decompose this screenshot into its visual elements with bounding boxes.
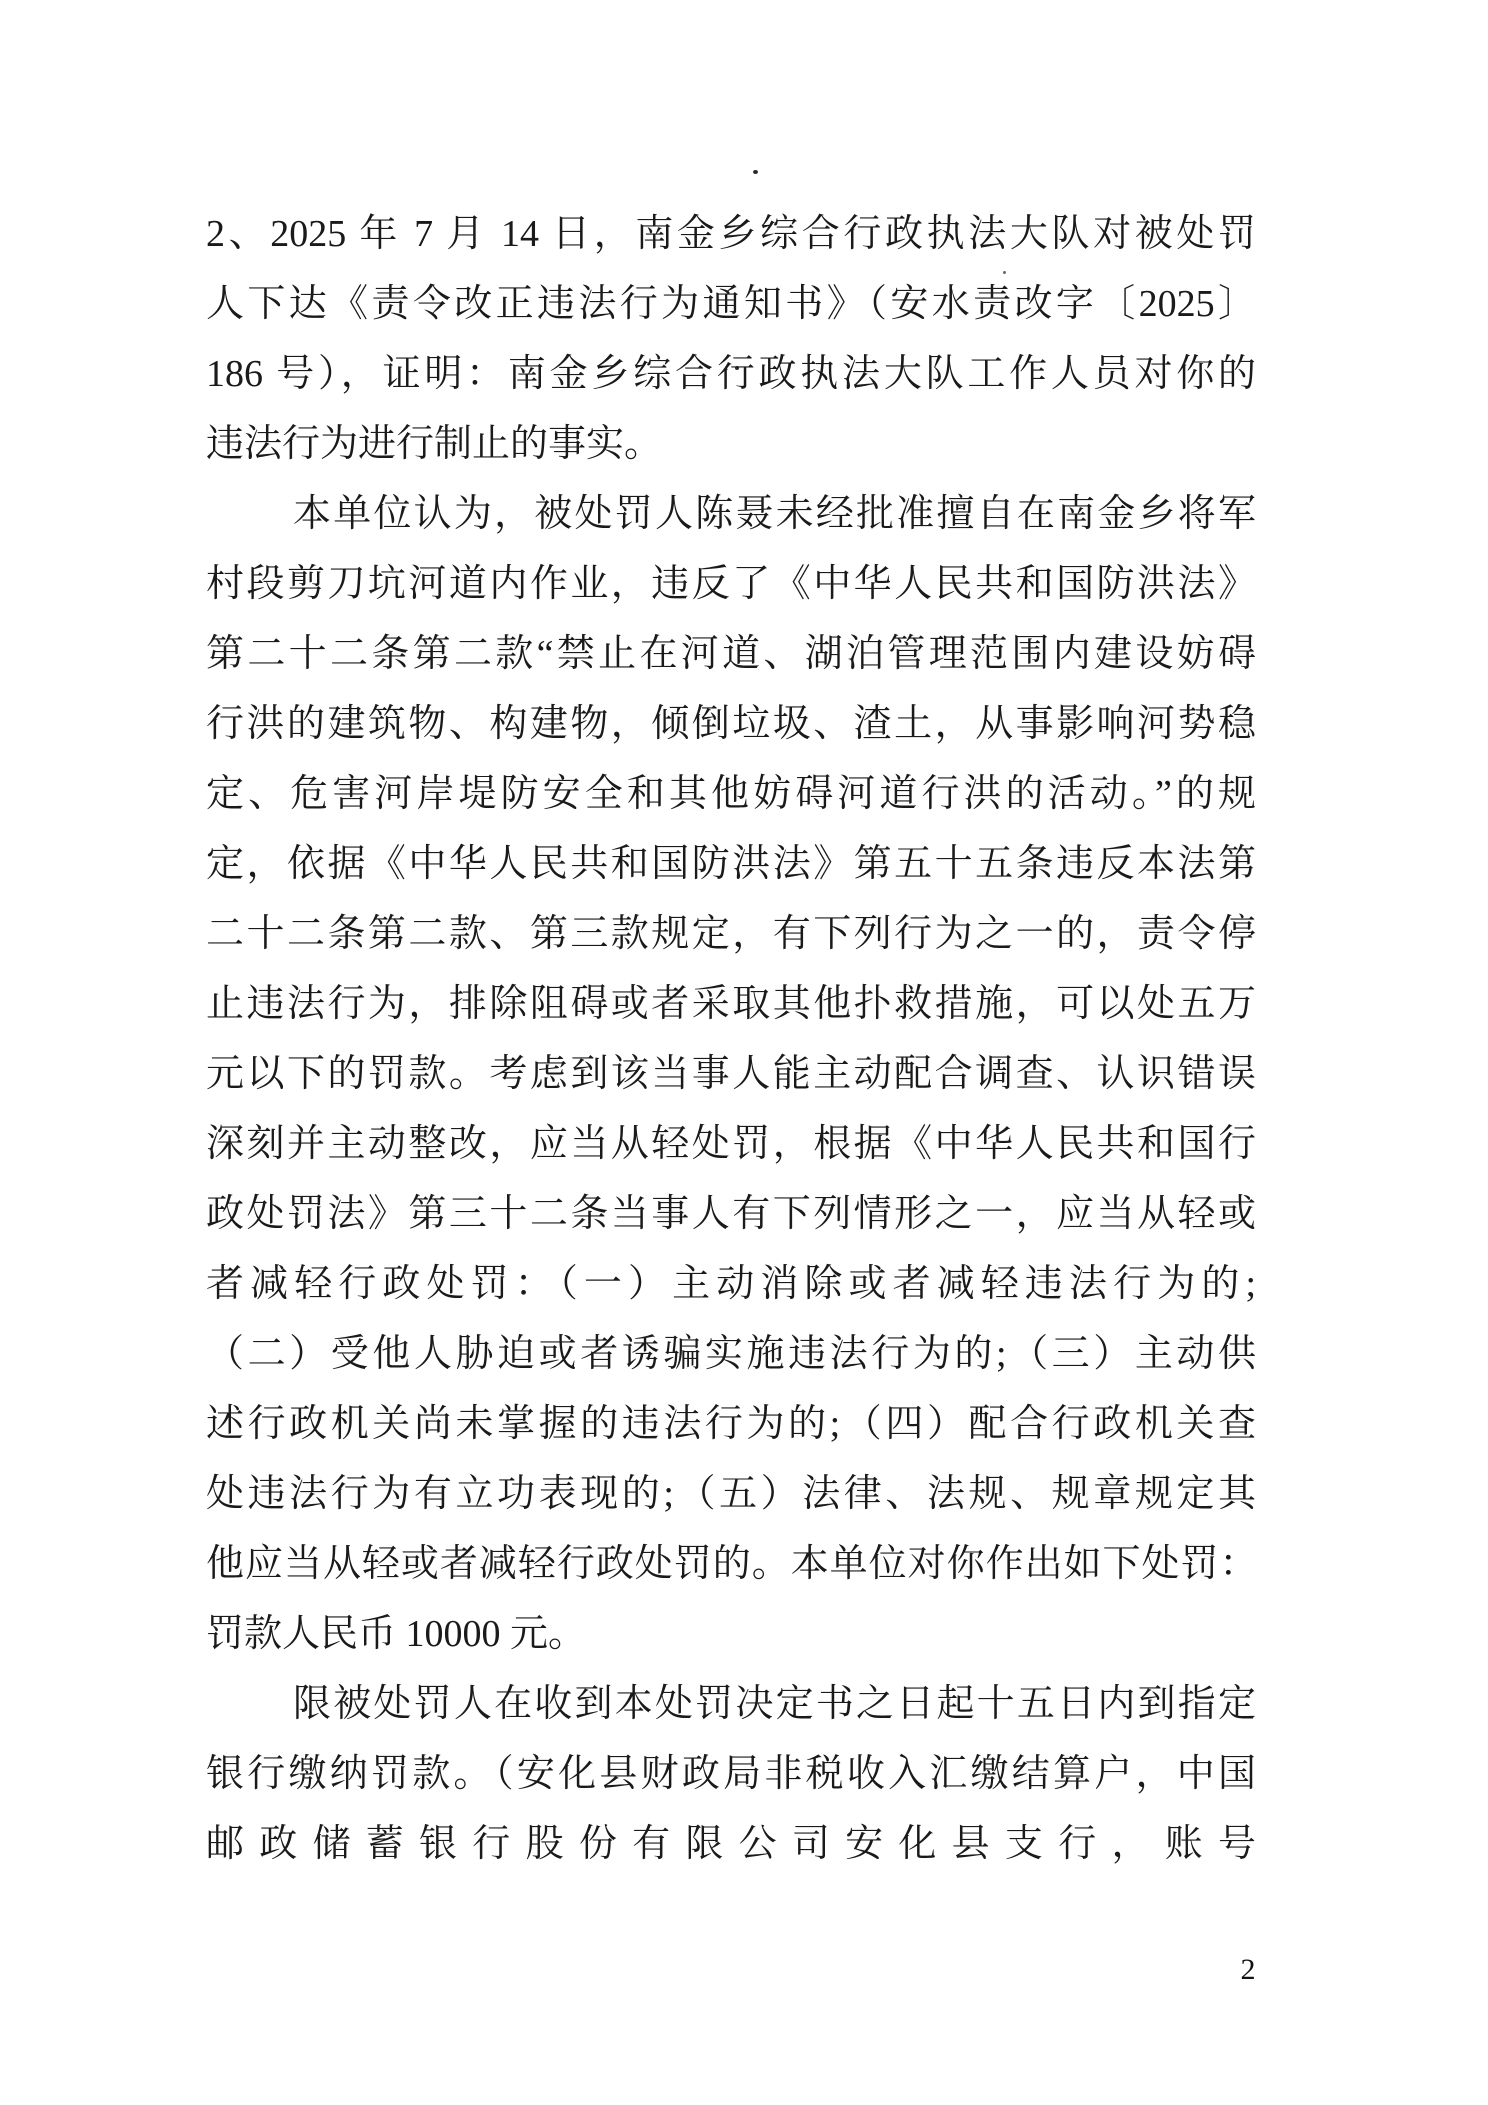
body-line: 罚款人民币 10000 元。	[206, 1613, 587, 1655]
body-line: 本单位认为，被处罚人陈聂未经批准擅自在南金乡将军	[293, 493, 1256, 535]
body-line: 邮政储蓄银行股份有限公司安化县支行，账号	[206, 1823, 1256, 1865]
page-number: 2	[1240, 1953, 1256, 1986]
body-line: 违法行为进行制止的事实。	[206, 423, 663, 465]
body-line: 政处罚法》第三十二条当事人有下列情形之一，应当从轻或	[206, 1193, 1256, 1235]
body-line: 人下达《责令改正违法行为通知书》（安水责改字〔2025〕	[206, 283, 1256, 325]
body-line: 银行缴纳罚款。（安化县财政局非税收入汇缴结算户，中国	[206, 1753, 1256, 1795]
body-line: 村段剪刀坑河道内作业，违反了《中华人民共和国防洪法》	[206, 563, 1256, 605]
document-body	[206, 199, 1256, 1879]
body-line: 止违法行为，排除阻碍或者采取其他扑救措施，可以处五万	[206, 983, 1256, 1025]
body-line: 元以下的罚款。考虑到该当事人能主动配合调查、认识错误	[206, 1053, 1256, 1095]
body-line: 限被处罚人在收到本处罚决定书之日起十五日内到指定	[293, 1683, 1256, 1725]
body-line: 述行政机关尚未掌握的违法行为的;（四）配合行政机关查	[206, 1403, 1256, 1445]
body-line: 定，依据《中华人民共和国防洪法》第五十五条违反本法第	[206, 843, 1256, 885]
body-line: 二十二条第二款、第三款规定，有下列行为之一的，责令停	[206, 913, 1256, 955]
body-line: 处违法行为有立功表现的;（五）法律、法规、规章规定其	[206, 1473, 1256, 1515]
body-line: （二）受他人胁迫或者诱骗实施违法行为的;（三）主动供	[206, 1333, 1256, 1375]
body-line: 行洪的建筑物、构建物，倾倒垃圾、渣土，从事影响河势稳	[206, 703, 1256, 745]
body-line: 2、2025 年 7 月 14 日，南金乡综合行政执法大队对被处罚	[206, 213, 1256, 255]
body-line: 186 号），证明：南金乡综合行政执法大队工作人员对你的	[206, 353, 1256, 395]
body-line: 第二十二条第二款“禁止在河道、湖泊管理范围内建设妨碍	[206, 633, 1256, 675]
body-line: 深刻并主动整改，应当从轻处罚，根据《中华人民共和国行	[206, 1123, 1256, 1165]
body-line: 者减轻行政处罚：（一）主动消除或者减轻违法行为的;	[206, 1263, 1256, 1305]
body-line: 定、危害河岸堤防安全和其他妨碍河道行洪的活动。”的规	[206, 773, 1256, 815]
body-line: 他应当从轻或者减轻行政处罚的。本单位对你作出如下处罚：	[206, 1543, 1256, 1585]
scan-speck	[753, 170, 758, 174]
